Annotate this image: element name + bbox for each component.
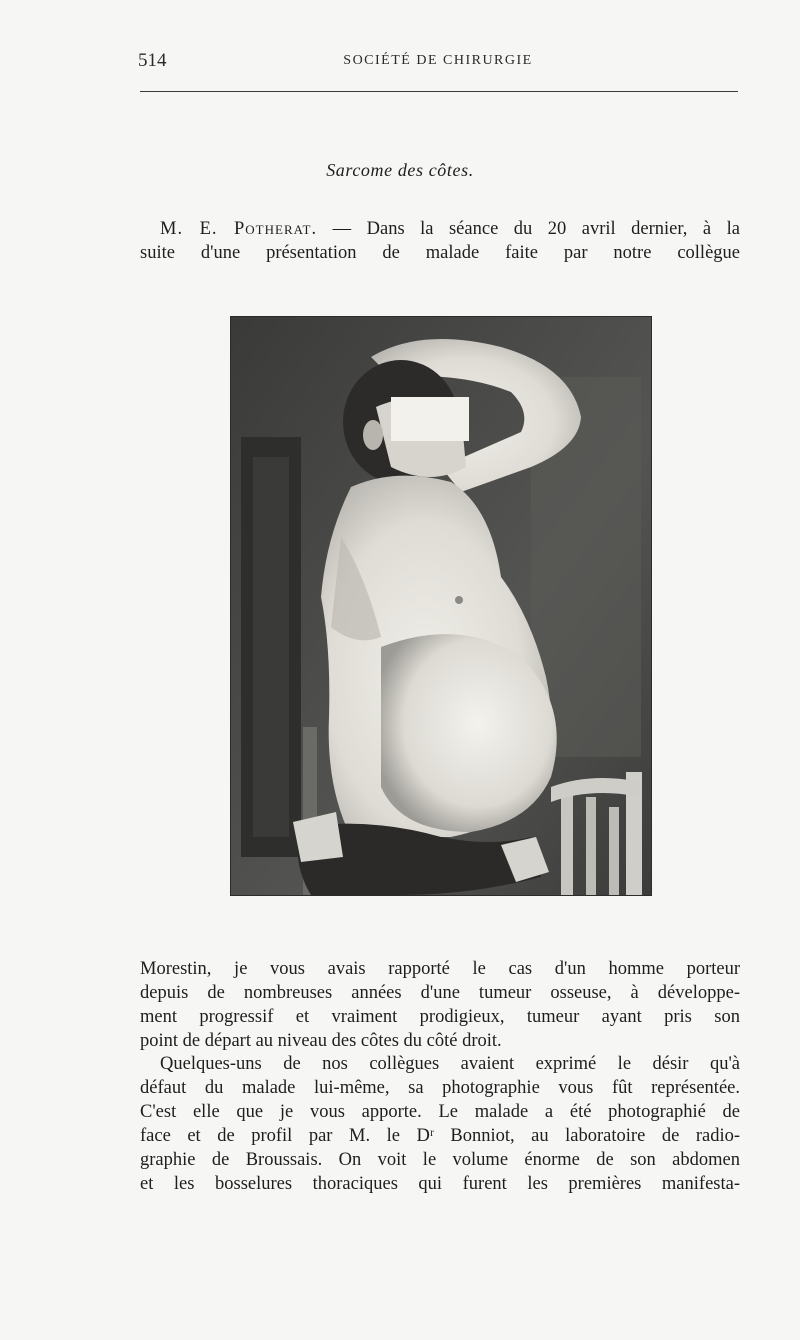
text-line-content: — Dans la séance du 20 avril dernier, à la bbox=[317, 219, 740, 239]
section-title: Sarcome des côtes. bbox=[326, 160, 474, 180]
text-line: face et de profil par M. le Dʳ Bonniot, au laboratoire de radio- bbox=[140, 1126, 740, 1146]
text-line: Morestin, je vous avais rapporté le cas d'un homme porteur bbox=[140, 959, 740, 979]
text-line: ment progressif et vraiment prodigieux, tumeur ayant pris son bbox=[140, 1007, 740, 1027]
header-rule bbox=[140, 91, 738, 92]
page-number: 514 bbox=[138, 50, 167, 71]
paragraph-intro bbox=[140, 217, 740, 265]
patient-photograph bbox=[230, 316, 652, 896]
text-line: graphie de Broussais. On voit le volume énorme de son abdomen bbox=[140, 1150, 740, 1170]
paragraph-photograph bbox=[140, 1052, 740, 1196]
text-line: point de départ au niveau des côtes du côté droit. bbox=[140, 1031, 502, 1051]
text-line: C'est elle que je vous apporte. Le malade a été photographié de bbox=[140, 1102, 740, 1122]
text-line: suite d'une présentation de malade faite par notre collègue bbox=[140, 243, 740, 263]
text-line bbox=[140, 217, 740, 241]
running-title: SOCIÉTÉ DE CHIRURGIE bbox=[343, 53, 533, 68]
speaker-name: M. E. Potherat. bbox=[160, 219, 318, 239]
running-head bbox=[138, 50, 738, 74]
photograph-of-patient-in-profile-icon bbox=[231, 317, 651, 895]
text-line: Quelques-uns de nos collègues avaient exprimé le désir qu'à bbox=[160, 1054, 740, 1074]
text-line: depuis de nombreuses années d'une tumeur osseuse, à développe- bbox=[140, 983, 740, 1003]
text-line: et les bosselures thoraciques qui furent les premières manifesta- bbox=[140, 1174, 740, 1194]
text-line: défaut du malade lui-même, sa photographie vous fût représentée. bbox=[140, 1078, 740, 1098]
paragraph-case bbox=[140, 957, 740, 1053]
